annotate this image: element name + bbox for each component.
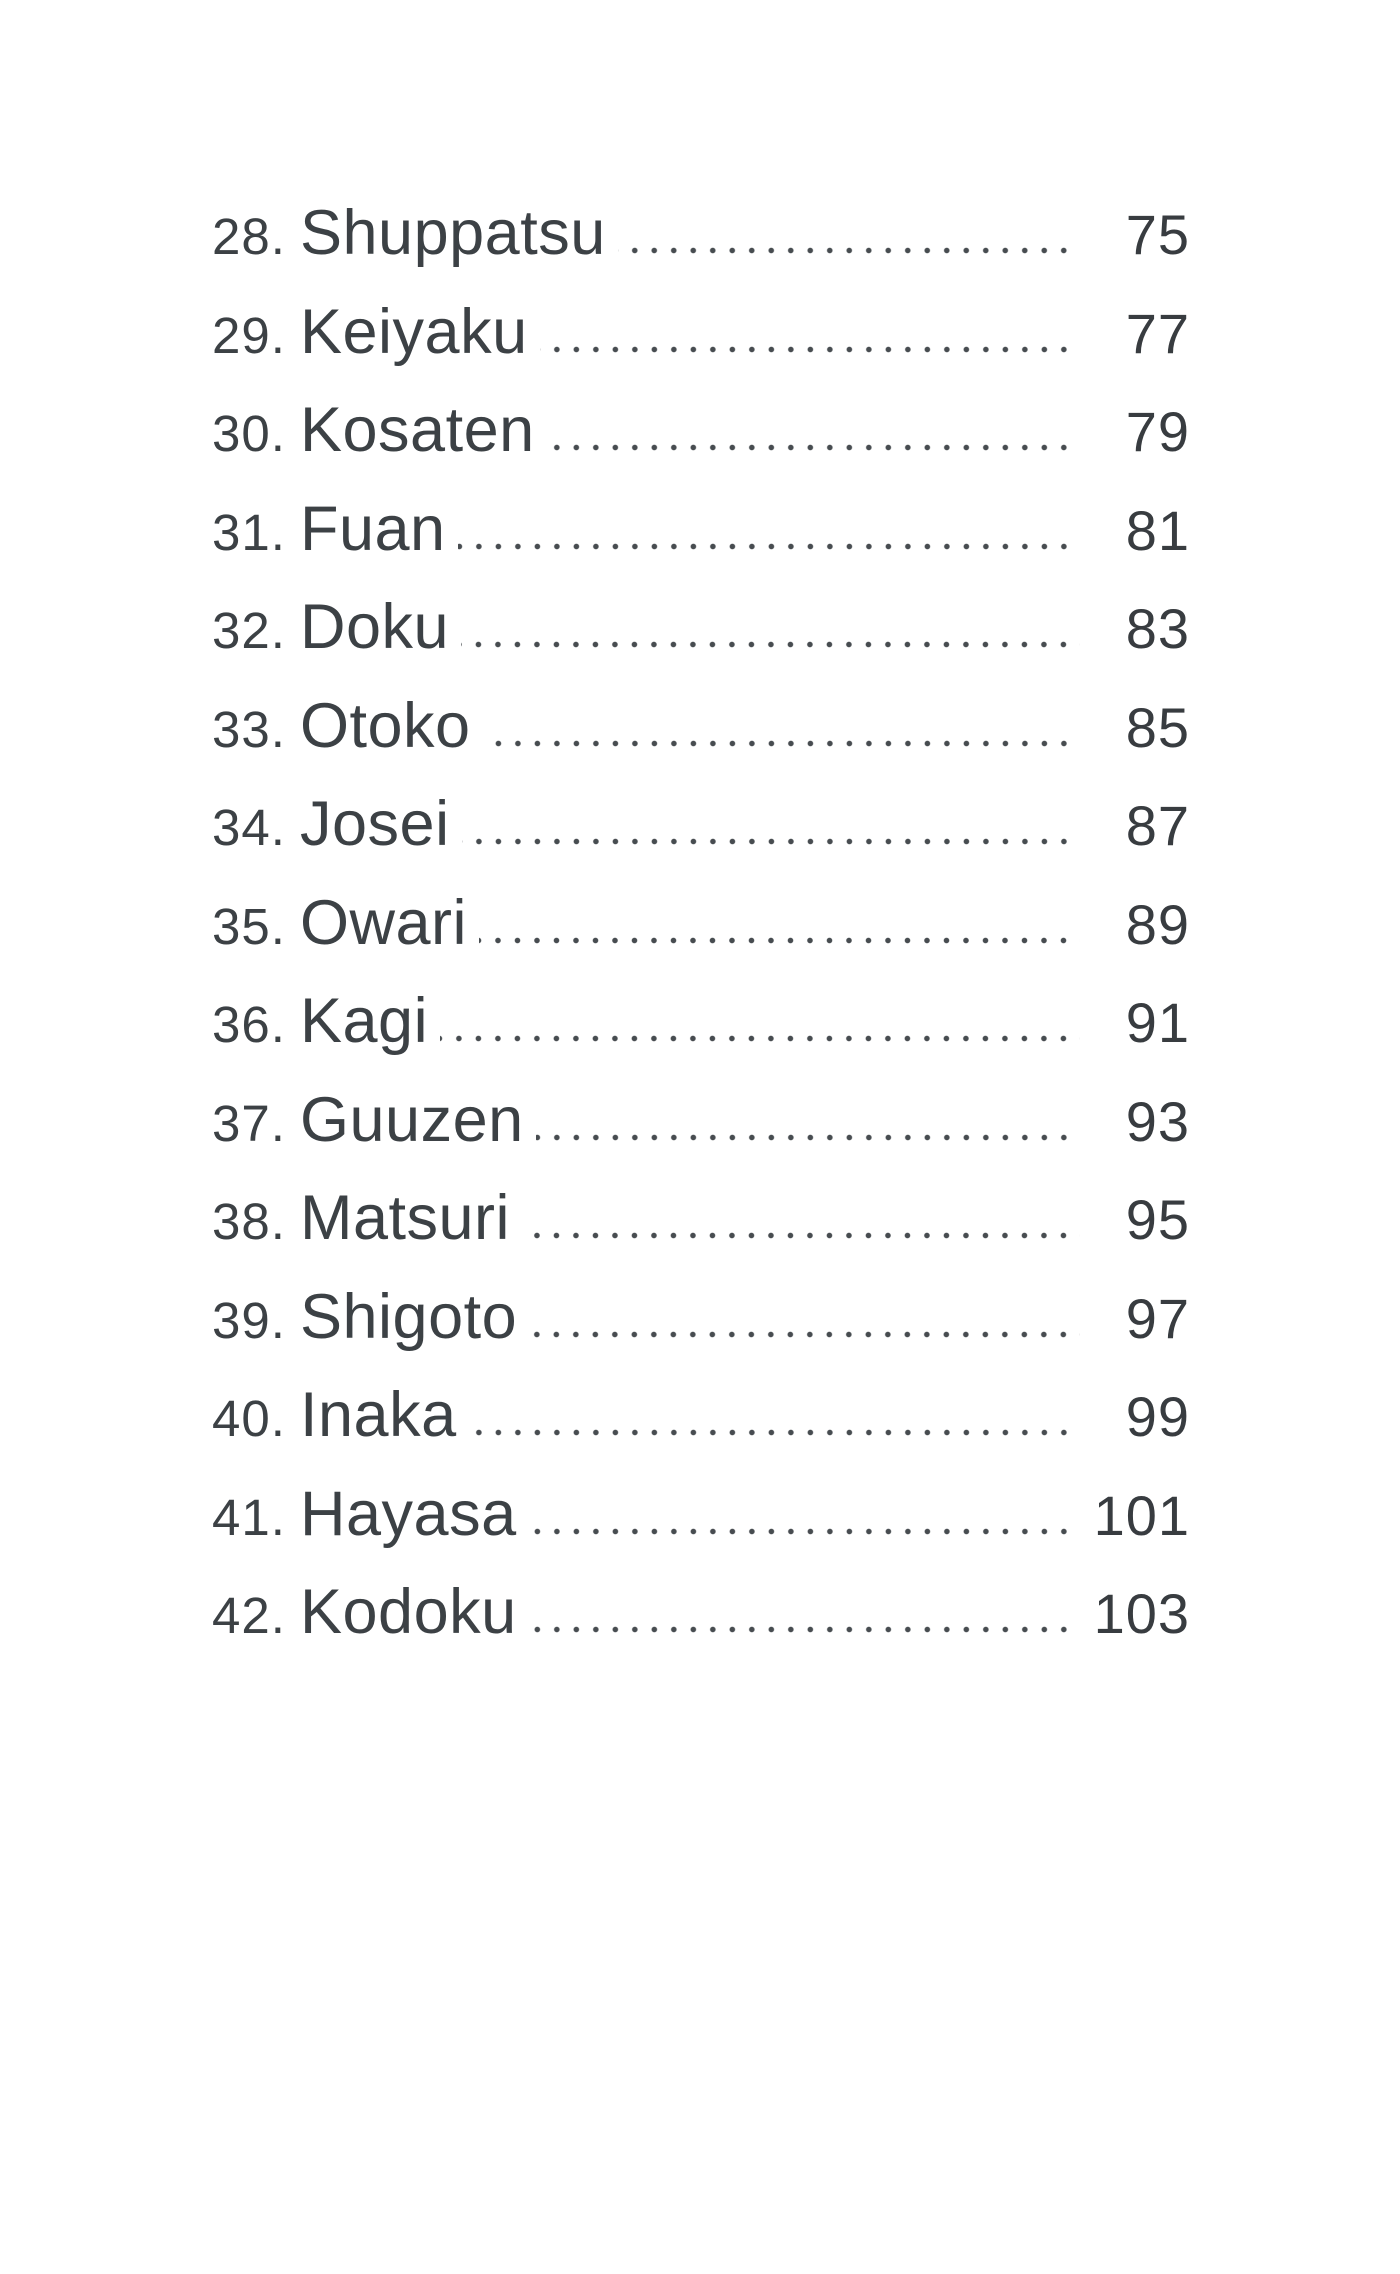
toc-entry xyxy=(212,578,1190,677)
dot-leader xyxy=(522,1232,1080,1239)
chapter-number: 36. xyxy=(212,996,286,1053)
chapter-title: Josei xyxy=(300,789,450,859)
chapter-number: 39. xyxy=(212,1291,286,1349)
page-number: 89 xyxy=(1125,892,1190,956)
chapter-title: Shigoto xyxy=(300,1281,518,1352)
chapter-number: 33. xyxy=(212,700,286,758)
chapter-title: Inaka xyxy=(300,1380,457,1450)
chapter-title: Doku xyxy=(300,592,450,662)
toc-entry xyxy=(212,184,1190,283)
toc-entry xyxy=(212,972,1190,1071)
dot-leader xyxy=(483,740,1080,747)
page-number: 87 xyxy=(1125,794,1190,857)
toc-entry xyxy=(212,1268,1190,1367)
dot-leader xyxy=(469,1429,1080,1436)
dot-leader xyxy=(529,1331,1080,1338)
page-number: 97 xyxy=(1125,1286,1190,1350)
page-number: 77 xyxy=(1125,301,1190,365)
chapter-number: 31. xyxy=(212,503,286,561)
chapter-number: 30. xyxy=(212,405,286,462)
chapter-number: 41. xyxy=(212,1488,286,1546)
chapter-title: Otoko xyxy=(300,690,471,761)
toc-entry xyxy=(212,1465,1190,1564)
chapter-number: 29. xyxy=(212,306,286,364)
page-number: 83 xyxy=(1125,597,1190,660)
chapter-number: 35. xyxy=(212,897,286,955)
dot-leader xyxy=(440,1035,1080,1042)
dot-leader xyxy=(461,641,1080,648)
dot-leader xyxy=(529,1626,1080,1633)
toc-entry xyxy=(212,677,1190,776)
toc-entry xyxy=(212,283,1190,382)
chapter-title: Guuzen xyxy=(300,1084,524,1155)
toc-entry xyxy=(212,1169,1190,1268)
page-number: 85 xyxy=(1125,695,1190,759)
toc-entry xyxy=(212,480,1190,579)
page-number: 93 xyxy=(1125,1089,1190,1153)
page-number: 95 xyxy=(1125,1188,1190,1251)
page-number: 99 xyxy=(1125,1385,1190,1448)
page-number: 91 xyxy=(1125,991,1190,1054)
dot-leader xyxy=(529,1528,1080,1535)
dot-leader xyxy=(479,937,1080,944)
toc-entry xyxy=(212,1366,1190,1465)
chapter-number: 38. xyxy=(212,1193,286,1250)
page-number: 81 xyxy=(1125,498,1190,562)
dot-leader xyxy=(547,444,1080,451)
chapter-title: Matsuri xyxy=(300,1183,511,1253)
dot-leader xyxy=(536,1134,1080,1141)
chapter-title: Keiyaku xyxy=(300,296,528,367)
table-of-contents xyxy=(212,0,1190,1662)
page-number: 79 xyxy=(1125,400,1190,463)
chapter-number: 40. xyxy=(212,1390,286,1447)
chapter-number: 34. xyxy=(212,799,286,856)
dot-leader xyxy=(540,346,1080,353)
chapter-title: Hayasa xyxy=(300,1478,517,1549)
toc-entry xyxy=(212,1071,1190,1170)
toc-entry xyxy=(212,874,1190,973)
chapter-number: 28. xyxy=(212,208,286,265)
page-number: 101 xyxy=(1093,1483,1190,1547)
toc-entry xyxy=(212,1563,1190,1662)
chapter-title: Kagi xyxy=(300,986,429,1056)
chapter-title: Fuan xyxy=(300,493,446,564)
chapter-title: Kosaten xyxy=(300,395,535,465)
chapter-title: Owari xyxy=(300,887,468,958)
page-number: 103 xyxy=(1093,1582,1190,1645)
dot-leader xyxy=(462,838,1080,845)
toc-entry xyxy=(212,775,1190,874)
dot-leader xyxy=(618,247,1080,254)
chapter-number: 37. xyxy=(212,1094,286,1152)
chapter-number: 32. xyxy=(212,602,286,659)
chapter-title: Kodoku xyxy=(300,1577,517,1647)
chapter-title: Shuppatsu xyxy=(300,198,606,268)
toc-entry xyxy=(212,381,1190,480)
dot-leader xyxy=(458,543,1080,550)
page-number: 75 xyxy=(1125,203,1190,266)
chapter-number: 42. xyxy=(212,1587,286,1644)
